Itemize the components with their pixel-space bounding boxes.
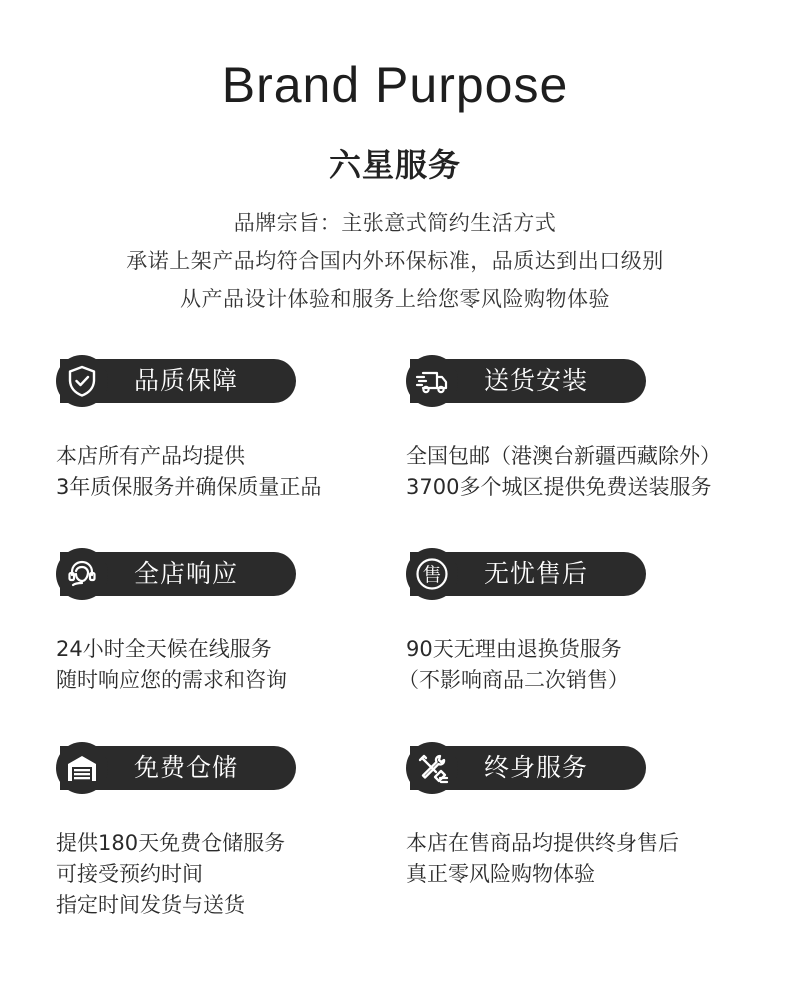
- tools-icon: [406, 742, 458, 794]
- intro-line: 从产品设计体验和服务上给您零风险购物体验: [180, 287, 610, 311]
- feature-label: 品质保障: [134, 366, 239, 395]
- feature-badge: [56, 742, 426, 794]
- brand-intro: [0, 204, 790, 318]
- feature-description: [56, 828, 436, 921]
- feature-description: [406, 441, 786, 503]
- feature-description: [406, 828, 786, 890]
- feature-badge: [56, 548, 426, 600]
- description-line: 可接受预约时间: [56, 862, 203, 886]
- feature-label: 全店响应: [134, 559, 239, 588]
- feature-after-sales: [398, 548, 776, 692]
- feature-description: [56, 634, 436, 696]
- feature-delivery: [406, 355, 776, 499]
- description-line: 3700多个城区提供免费送装服务: [406, 475, 712, 499]
- description-line: 90天无理由退换货服务: [406, 637, 622, 661]
- feature-label: 免费仓储: [134, 753, 239, 782]
- feature-label: 送货安装: [484, 366, 589, 395]
- feature-badge: [406, 548, 776, 600]
- description-line: 本店所有产品均提供: [56, 444, 245, 468]
- feature-quality: [56, 355, 426, 499]
- page-title: Brand Purpose: [221, 57, 569, 113]
- feature-badge: [406, 742, 776, 794]
- description-line: 随时响应您的需求和咨询: [56, 668, 287, 692]
- after-sales-icon: [406, 548, 458, 600]
- page-subtitle: 六星服务: [328, 146, 461, 184]
- description-line: 本店在售商品均提供终身售后: [406, 831, 679, 855]
- description-line: 全国包邮（港澳台新疆西藏除外）: [406, 444, 721, 468]
- description-line: 3年质保服务并确保质量正品: [56, 475, 322, 499]
- feature-description: [56, 441, 436, 503]
- feature-response: [56, 548, 426, 692]
- feature-badge: [406, 355, 776, 407]
- intro-line: 品牌宗旨：主张意式简约生活方式: [233, 211, 557, 235]
- svg-text:售: 售: [422, 564, 442, 586]
- intro-line: 承诺上架产品均符合国内外环保标准，品质达到出口级别: [126, 249, 664, 273]
- description-line: 真正零风险购物体验: [406, 862, 595, 886]
- feature-badge: [56, 355, 426, 407]
- feature-label: 无忧售后: [484, 559, 589, 588]
- feature-label: 终身服务: [484, 753, 589, 782]
- description-line: 指定时间发货与送货: [56, 893, 245, 917]
- feature-description: [398, 634, 786, 696]
- shield-check-icon: [56, 355, 108, 407]
- delivery-truck-icon: [406, 355, 458, 407]
- feature-storage: [56, 742, 426, 917]
- description-line: 24小时全天候在线服务: [56, 637, 272, 661]
- feature-lifetime: [406, 742, 776, 886]
- description-line: 提供180天免费仓储服务: [56, 831, 286, 855]
- description-line: （不影响商品二次销售）: [398, 668, 629, 692]
- customer-service-headset-icon: [56, 548, 108, 600]
- warehouse-icon: [56, 742, 108, 794]
